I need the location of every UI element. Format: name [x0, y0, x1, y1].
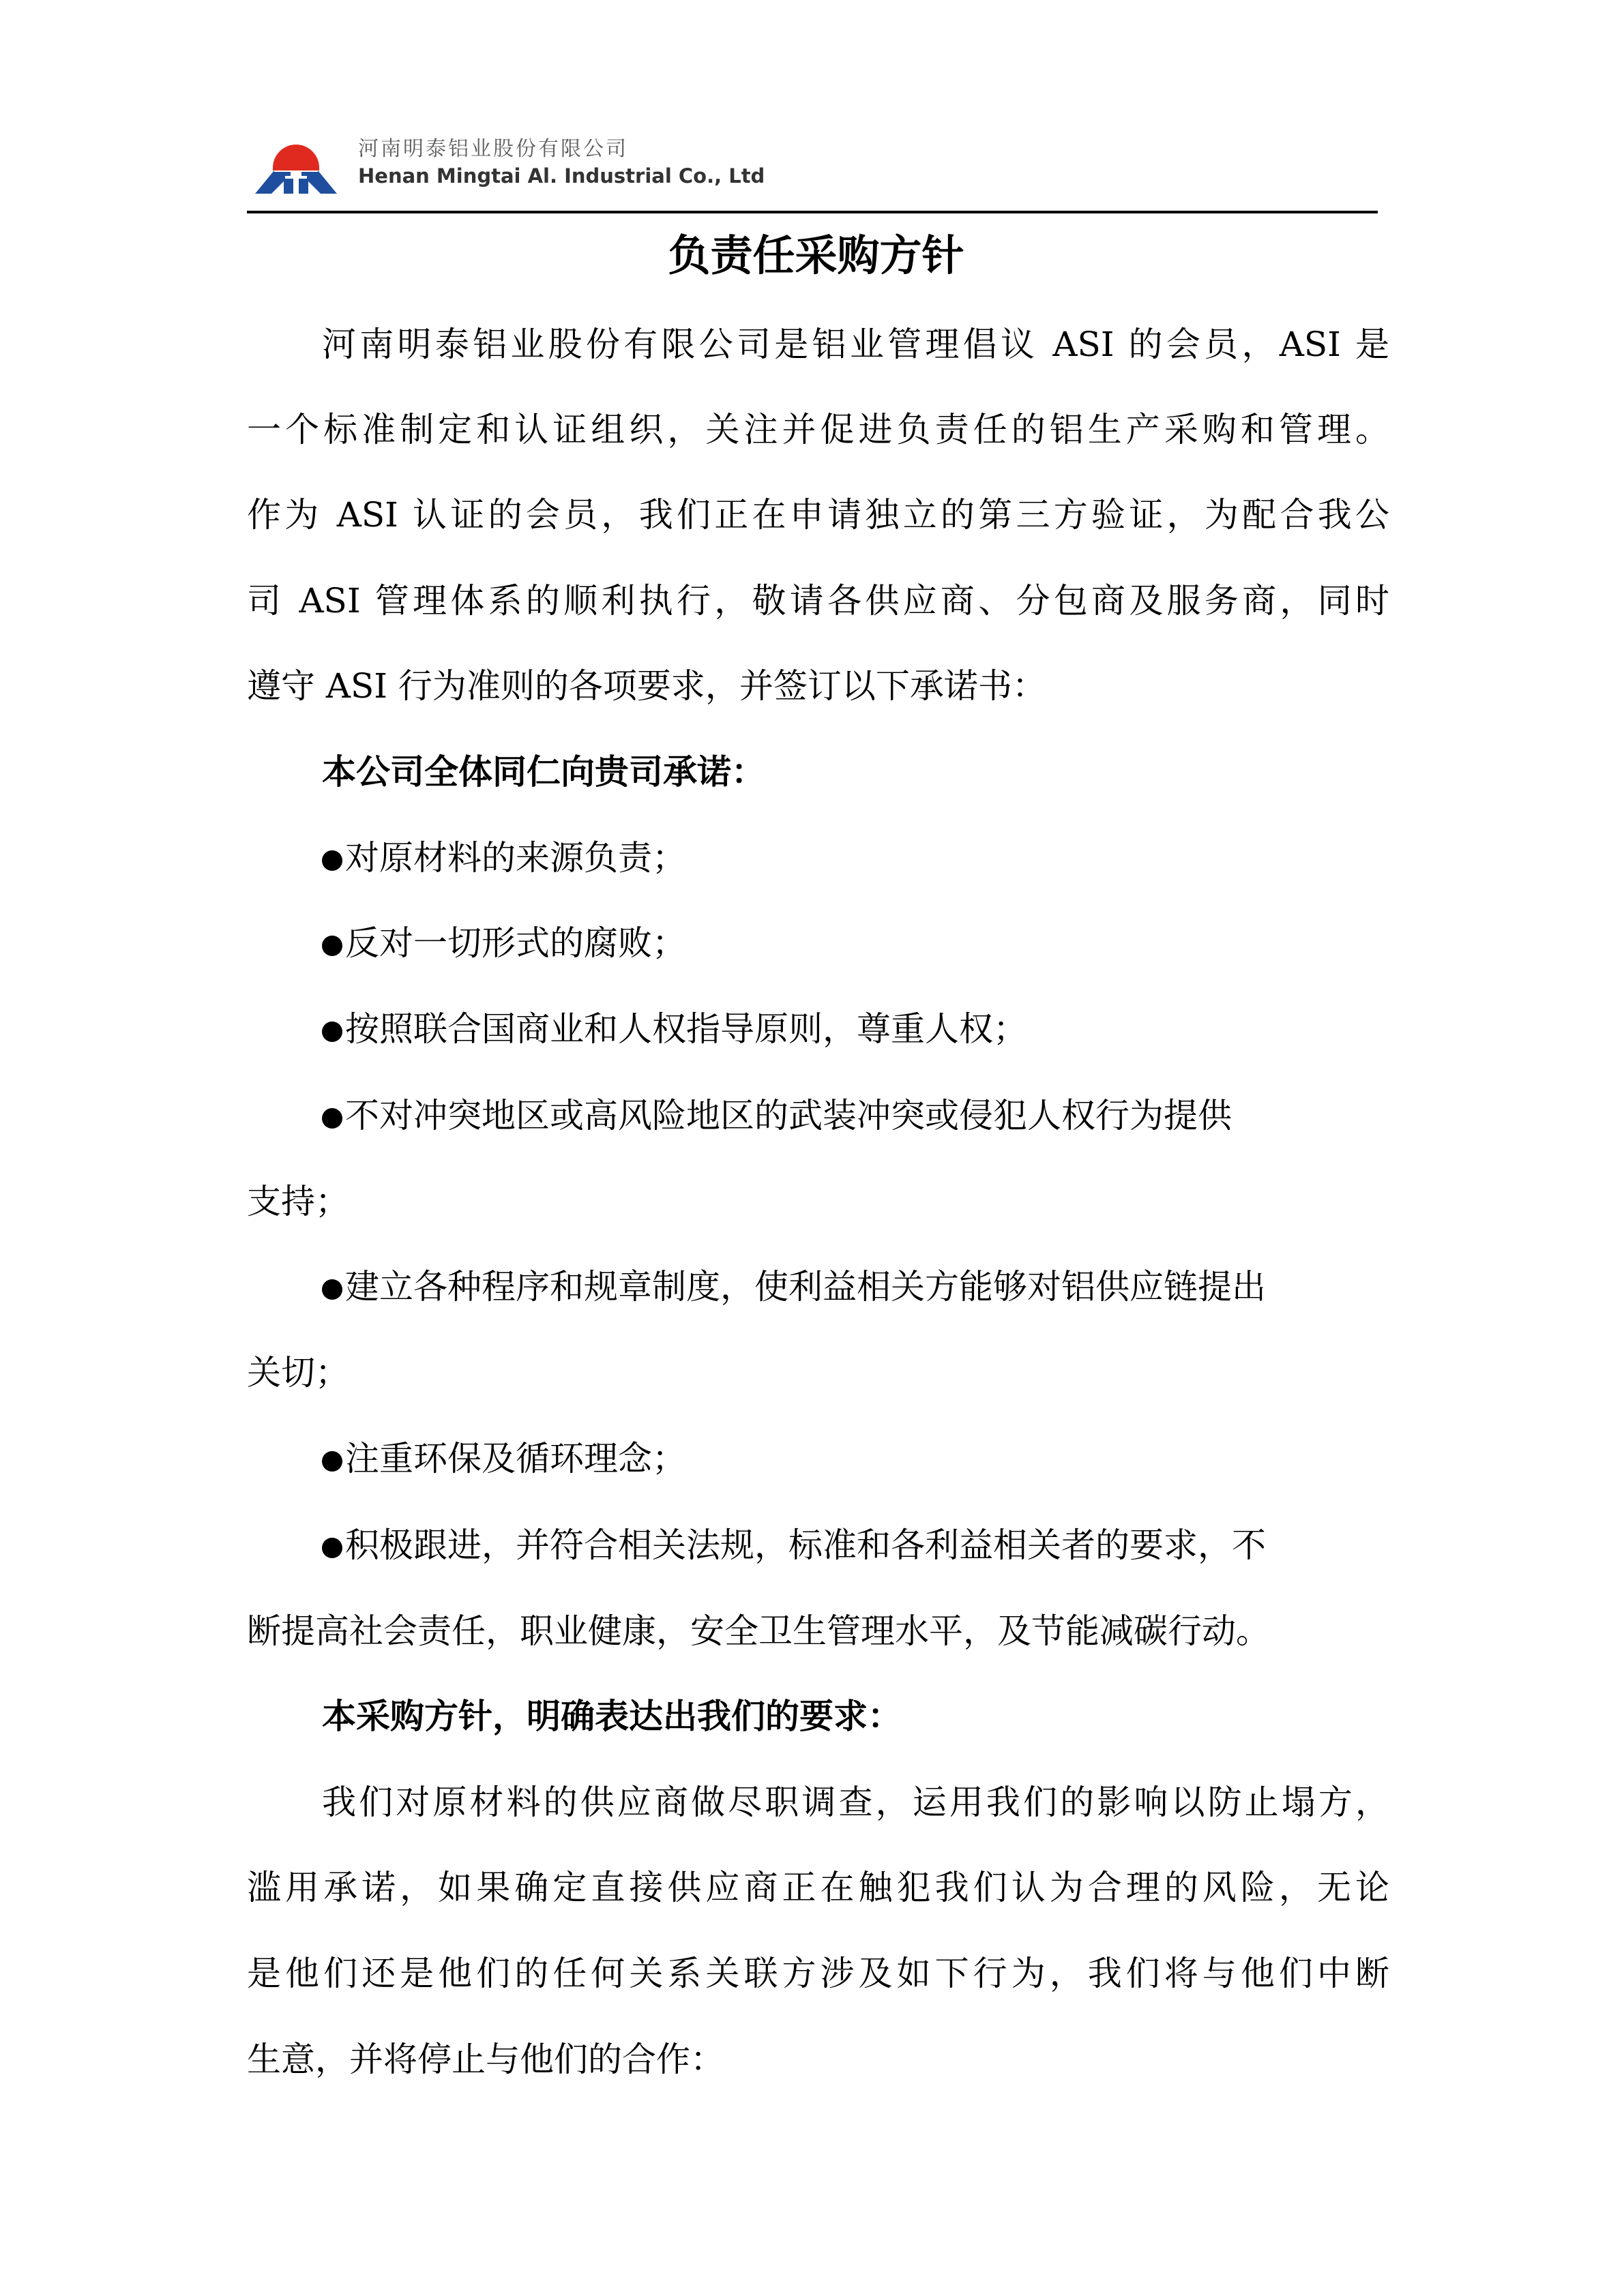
list-item-continuation: 关切；	[247, 1353, 349, 1392]
mingtai-logo-icon	[254, 136, 339, 195]
bullet-icon	[322, 1279, 342, 1300]
list-item: 建立各种程序和规章制度，使利益相关方能够对铝供应链提出	[322, 1263, 1389, 1311]
list-item: 对原材料的来源负责；	[322, 834, 1389, 882]
bullet-icon	[322, 850, 342, 871]
policy-heading: 本采购方针，明确表达出我们的要求：	[322, 1697, 902, 1736]
paragraph-line: 作为 ASI 认证的会员，我们正在申请独立的第三方验证，为配合我公	[247, 495, 1389, 535]
header-divider	[247, 211, 1378, 213]
paragraph-line: 生意，并将停止与他们的合作：	[247, 2040, 724, 2079]
commitments-heading: 本公司全体同仁向贵司承诺：	[322, 752, 765, 792]
paragraph-line: 司 ASI 管理体系的顺利执行，敬请各供应商、分包商及服务商，同时	[247, 581, 1389, 621]
bullet-icon	[322, 1022, 342, 1042]
paragraph-line: 遵守 ASI 行为准则的各项要求，并签订以下承诺书：	[247, 666, 1046, 706]
list-item-continuation: 断提高社会责任，职业健康，安全卫生管理水平，及节能减碳行动。	[247, 1611, 1270, 1651]
list-item: 不对冲突地区或高风险地区的武装冲突或侵犯人权行为提供	[322, 1092, 1389, 1139]
paragraph-line: 我们对原材料的供应商做尽职调查，运用我们的影响以防止塌方，	[322, 1783, 1389, 1822]
bullet-icon	[322, 1451, 342, 1472]
bullet-icon	[322, 1108, 342, 1129]
paragraph-line: 是他们还是他们的任何关系关联方涉及如下行为，我们将与他们中断	[247, 1954, 1389, 1993]
letterhead	[247, 134, 1379, 202]
paragraph-line: 一个标准制定和认证组织，关注并促进负责任的铝生产采购和管理。	[247, 410, 1389, 449]
paragraph-line: 河南明泰铝业股份有限公司是铝业管理倡议 ASI 的会员，ASI 是	[322, 325, 1389, 364]
company-name-cn: 河南明泰铝业股份有限公司	[358, 137, 628, 161]
list-item: 积极跟进，并符合相关法规，标准和各利益相关者的要求，不	[322, 1521, 1389, 1569]
bullet-icon	[322, 936, 342, 956]
company-name-en: Henan Mingtai Al. Industrial Co., Ltd	[358, 164, 765, 188]
list-item-continuation: 支持；	[247, 1182, 349, 1221]
list-item: 注重环保及循环理念；	[322, 1435, 1389, 1482]
document-title: 负责任采购方针	[668, 230, 964, 280]
list-item: 反对一切形式的腐败；	[322, 919, 1389, 967]
list-item: 按照联合国商业和人权指导原则，尊重人权；	[322, 1005, 1389, 1053]
bullet-icon	[322, 1538, 342, 1558]
company-name-block	[358, 136, 765, 190]
paragraph-line: 滥用承诺，如果确定直接供应商正在触犯我们认为合理的风险，无论	[247, 1868, 1389, 1907]
